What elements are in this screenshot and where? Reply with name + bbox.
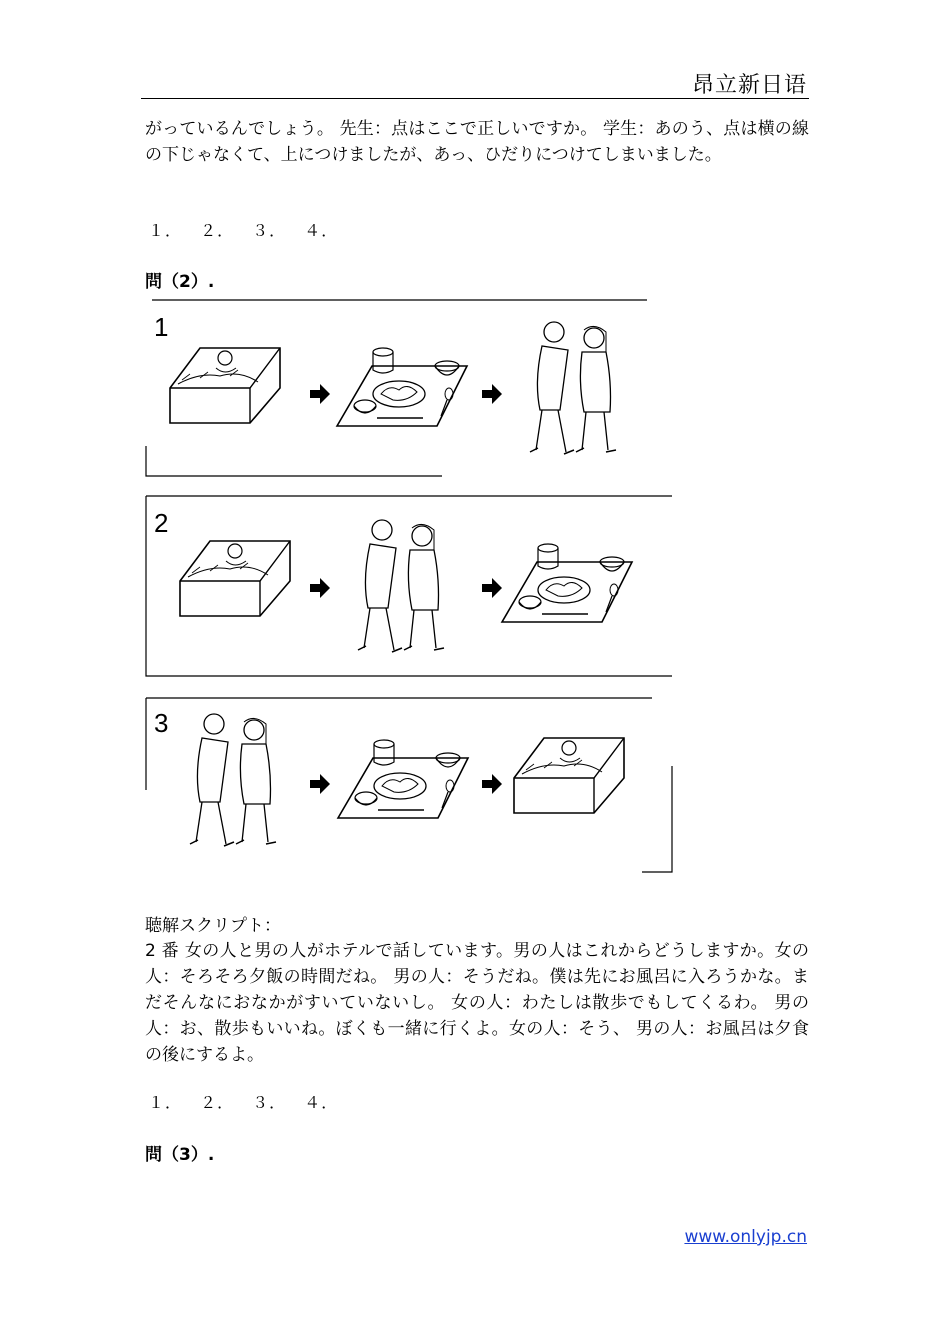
footer-url-link[interactable]: www.onlyjp.cn [684, 1227, 807, 1247]
panel-1 [146, 300, 647, 476]
panel-3 [146, 698, 672, 872]
q2-answer-options: １． ２． ３． ４． [148, 1093, 339, 1112]
q1-script-tail: がっているんでしょう。 先生：点はここで正しいですか。 学生：あのう、点は横の線の下じゃなくて、上につけましたが、あっ、ひだりにつけてしまいました。 [145, 119, 809, 165]
header-brand: 昂立新日语 [691, 73, 807, 98]
header-rule [141, 98, 809, 99]
q2-title: 問（2）. [145, 272, 215, 292]
q3-title: 問（3）. [145, 1145, 215, 1165]
panel-1-label: 1 [154, 312, 169, 342]
q2-illustration [142, 296, 687, 876]
panel-2 [146, 496, 672, 676]
q2-script-text: 2 番 女の人と男の人がホテルで話しています。男の人はこれからどうしますか。女の人：そろそろ夕飯の時間だね。 男の人：そうだね。僕は先にお風呂に入ろうかな。まだそんなにおなかがすいていないし。 女の人：わたしは散歩でもしてくるわ。 男の人：お、散歩もいいね。ぼくも一緒に行くよ。女の人：そう、 男の人：お風呂は夕食の後にするよ。 [145, 941, 809, 1065]
panel-2-label: 2 [154, 508, 169, 538]
q1-answer-options: １． ２． ３． ４． [148, 221, 339, 240]
panel-3-label: 3 [154, 708, 169, 738]
script-heading: 聴解スクリプト： [145, 916, 281, 936]
